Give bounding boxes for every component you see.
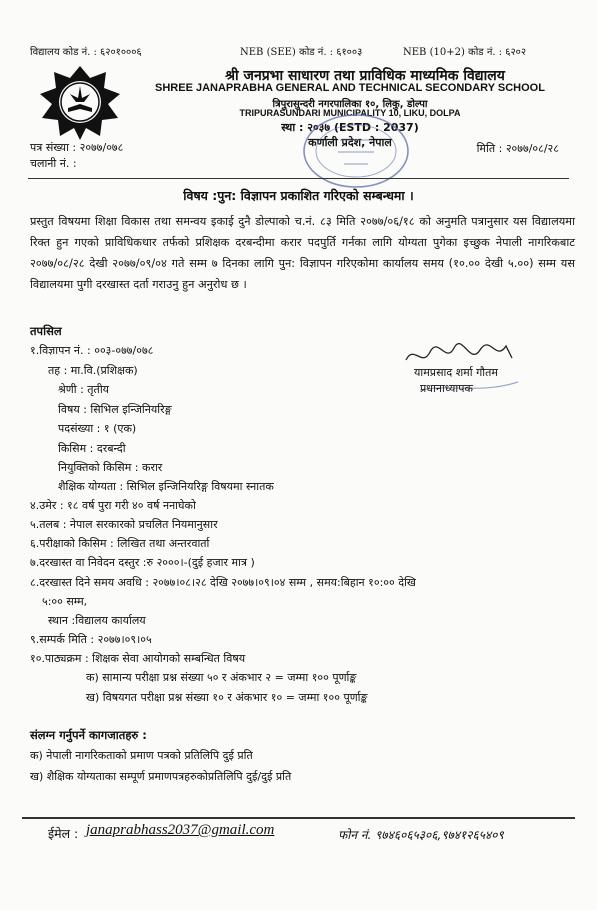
- detail-line: स्थान :विद्यालय कार्यालय: [48, 614, 146, 627]
- detail-line: १०.पाठ्यक्रम : शिक्षक सेवा आयोगको सम्बन्धित विषय: [30, 652, 246, 665]
- neb-see-code: NEB (SEE) कोड नं. : ६१००३: [240, 47, 363, 58]
- dispatch-number: चलानी नं. :: [30, 157, 77, 170]
- detail-line: तह : मा.वि.(प्रशिक्षक): [48, 364, 138, 377]
- detail-line: क) सामान्य परीक्षा प्रश्न संख्या ५० र अंकभार २ = जम्मा १०० पूर्णाङ्क: [86, 671, 357, 684]
- detail-line: १.विज्ञापन नं. : ००३-०७७/०७८: [30, 344, 154, 357]
- detail-line: ९.सम्पर्क मिति : २०७७।०९।०५: [30, 633, 152, 646]
- footer-divider: [22, 817, 575, 819]
- letter-subject: विषय :पुन: विज्ञापन प्रकाशित गरिएको सम्बन्धमा ।: [183, 188, 414, 203]
- letter-date: मिति : २०७७/०८/२८: [476, 142, 559, 155]
- body-paragraph: प्रस्तुत विषयमा शिक्षा विकास तथा समन्वय इकाई दुनै डोल्पाको च.नं. ८३ मिति २०७७/०६/१८ को अनुमति पत्रानुसार यस विद्यालयमा रिक्त हुन गएको प्राविधिकधार तर्फको प्रशिक्षक दरबन्दीमा करार पदपुर्ति गर्नका लागि योग्यता पुगेका इच्छुक नेपाली नागरिकबाट २०७७/०८/२८ देखी २०७७/०९/०४ गते सम्म ७ दिनका लागि पुन: विज्ञापन गरिएकोमा कार्यालय समय (१०.०० देखी ५.००) सम्म यस विद्यालयमा पुगी दरखास्त दर्ता गराउनु हुन अनुरोध छ ।: [30, 215, 575, 291]
- attachment-item: ख) शैक्षिक योग्यताका सम्पूर्ण प्रमाणपत्रहरुकोप्रतिलिपि दुई/दुई प्रति: [30, 770, 292, 783]
- school-name-np: श्री जनप्रभा साधारण तथा प्राविधिक माध्यमिक विद्यालय: [225, 68, 505, 84]
- office-stamp-icon: [300, 110, 412, 192]
- detail-line: पदसंख्या : १ (एक): [58, 422, 137, 435]
- detail-line: ६.परीक्षाको किसिम : लिखित तथा अन्तरवार्ता: [30, 537, 210, 550]
- detail-line: ८.दरखास्त दिने समय अवधि : २०७७।०८।२८ देखि २०७७।०९।०४ सम्म , समय:बिहान १०:०० देखि: [30, 576, 416, 589]
- detail-line: ५:०० सम्म,: [42, 595, 88, 608]
- school-code: विद्यालय कोड नं. : ६२०१०००६: [30, 47, 142, 58]
- detail-line: ४.उमेर : १८ वर्ष पुरा गरी ४० वर्ष ननाघेको: [30, 499, 196, 512]
- detail-line: ७.दरखास्त वा निवेदन दस्तुर :रु २०००।-(दुई हजार मात्र ): [30, 556, 255, 569]
- detail-line: शैक्षिक योग्यता : सिभिल इन्जिनियरिङ्ग विषयमा स्नातक: [58, 480, 274, 493]
- school-estd: स्था : २०३७ (ESTD : 2037): [281, 121, 419, 134]
- signatory-title: प्रधानाध्यापक: [420, 382, 473, 395]
- signatory-name: यामप्रसाद शर्मा गौतम: [414, 366, 498, 379]
- email-link[interactable]: janaprabhass2037@gmail.com: [86, 822, 275, 838]
- detail-line: किसिम : दरबन्दी: [58, 442, 126, 455]
- detail-line: ५.तलब : नेपाल सरकारको प्रचलित नियमानुसार: [30, 518, 218, 531]
- attachments-heading: संलग्न गर्नुपर्ने कागजातहरु :: [30, 728, 147, 742]
- detail-line: ख) विषयगत परीक्षा प्रश्न संख्या १० र अंकभार १० = जम्मा १०० पूर्णाङ्क: [86, 691, 368, 704]
- phone-number: फोन नं. ९७४६०६५३०६,९७४१२६५४०९: [338, 828, 504, 842]
- details-heading: तपसिल: [30, 324, 62, 338]
- school-address-np: त्रिपुरासुन्दरी नगरपालिका १०, लिकु, डोल्पा: [272, 99, 428, 110]
- detail-line: नियुक्तिको किसिम : करार: [58, 461, 163, 474]
- email-label: ईमेल :: [48, 826, 79, 841]
- neb-plus2-code: NEB (10+2) कोड नं. : ६२०२: [403, 47, 527, 58]
- attachment-item: क) नेपाली नागरिकताको प्रमाण पत्रको प्रतिलिपि दुई प्रति: [30, 749, 253, 762]
- letter-number: पत्र संख्या : २०७७/०७८: [30, 141, 124, 154]
- detail-line: विषय : सिभिल इन्जिनियरिङ्ग: [58, 403, 172, 416]
- header-divider: [28, 178, 569, 179]
- detail-line: श्रेणी : तृतीय: [58, 383, 110, 396]
- school-emblem-icon: [38, 64, 122, 140]
- school-address-en: TRIPURASUNDARI MUNICIPALITY 10, LIKU, DOLPA: [239, 108, 461, 118]
- school-name-en: SHREE JANAPRABHA GENERAL AND TECHNICAL SECONDARY SCHOOL: [155, 82, 545, 94]
- school-province: कर्णाली प्रदेश, नेपाल: [308, 136, 392, 149]
